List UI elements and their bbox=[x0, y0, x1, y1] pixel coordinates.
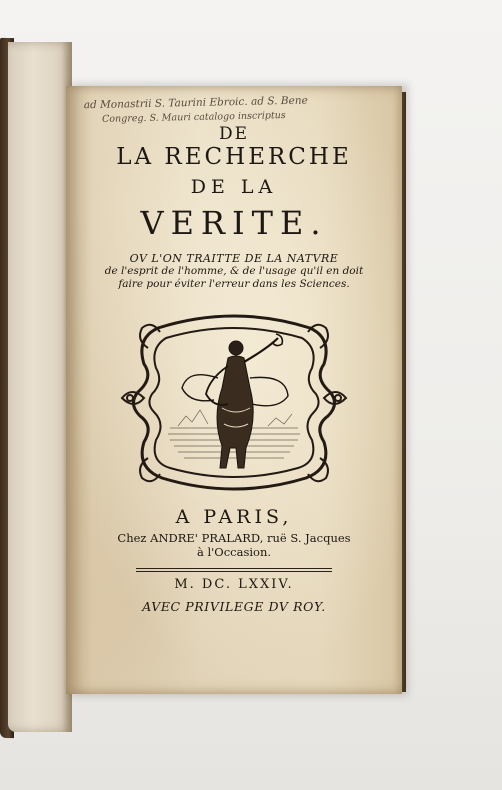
title-page bbox=[66, 86, 402, 694]
double-rule-bottom bbox=[136, 571, 332, 572]
double-rule-top bbox=[136, 568, 332, 569]
publication-date: M. DC. LXXIV. bbox=[174, 577, 294, 592]
imprint-place: A PARIS, bbox=[175, 506, 293, 528]
left-flyleaf bbox=[8, 42, 72, 732]
title-verite: VERITE. bbox=[140, 204, 328, 242]
imprint-printer bbox=[66, 531, 402, 559]
allegorical-figure-in-cartouche-icon bbox=[118, 308, 350, 498]
printer-line-2: à l'Occasion. bbox=[196, 545, 272, 559]
royal-privilege: AVEC PRIVILEGE DV ROY. bbox=[142, 599, 326, 614]
title-de: DE bbox=[218, 124, 250, 144]
inscription-line-1: ad Monastrii S. Taurini Ebroic. ad S. Bene bbox=[83, 94, 308, 112]
title-recherche: LA RECHERCHE bbox=[116, 144, 352, 170]
subtitle-line-3: faire pour éviter l'erreur dans les Sciences. bbox=[118, 278, 350, 290]
inscription-line-2: Congreg. S. Mauri catalogo inscriptus bbox=[101, 110, 286, 125]
printer-line-1: Chez ANDRE' PRALARD, ruë S. Jacques bbox=[117, 531, 351, 545]
subtitle-line-1: OV L'ON TRAITTE DE LA NATVRE bbox=[129, 252, 339, 265]
subtitle-line-2: de l'esprit de l'homme, & de l'usage qu'il en doit bbox=[104, 265, 364, 277]
title-de-la: DE LA bbox=[190, 176, 278, 198]
subtitle bbox=[80, 252, 388, 291]
